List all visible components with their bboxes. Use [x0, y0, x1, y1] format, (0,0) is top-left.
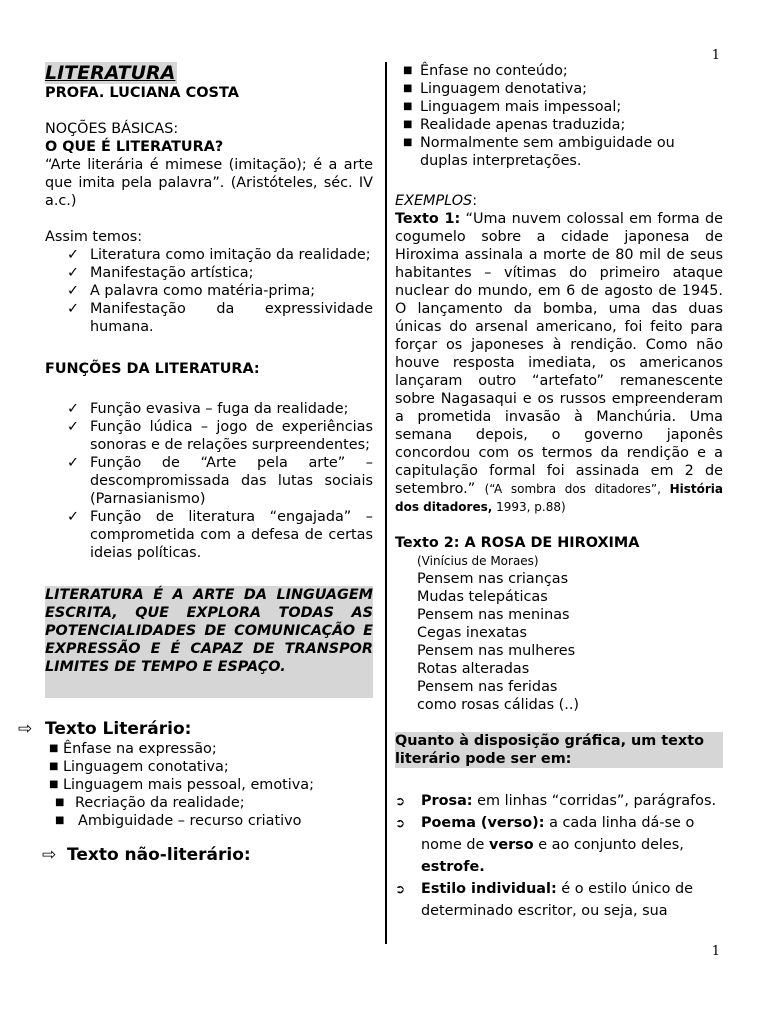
texto1-paragraph: Texto 1: “Uma nuvem colossal em forma de cogumelo sobre a cidade japonesa de Hiroxima assinala a morte de 80 mil de seus habitantes – vítimas do primeiro ataque nuclear do mundo, em 6 de agosto de 1945. O lançamento da bomba, uma das duas únicas do arsenal americano, foi feito para forçar os japoneses à rendição. Como não houve resposta imediata, os americanos lançaram outro “artefato” remanescente sobre Nagasaqui e os russos empreenderam a prometida invasão à Manchúria. Uma semana depois, o governo japonês concordou com os termos da rendição e a capitulação formal foi assinada em 2 de setembro.” (“A sombra dos ditadores”, História dos ditadores, 1993, p.88) [395, 211, 723, 514]
arrow-right-icon: ⇨ [42, 845, 57, 865]
square-bullet-icon: ■ [55, 797, 65, 808]
page-number-bottom: 1 [711, 944, 720, 959]
texto-nao-literario-heading: ⇨ Texto não-literário: [42, 845, 251, 865]
checkmark-icon: ✓ [67, 283, 80, 299]
list-item: ■ Linguagem mais pessoal, emotiva; [49, 777, 314, 793]
poem-line: Pensem nas mulheres [417, 643, 576, 659]
assim-list [45, 246, 373, 336]
arrow-bullet-icon: ➲ [395, 882, 406, 896]
poem-line: Cegas inexatas [417, 625, 527, 641]
poem-author: (Vinícius de Moraes) [417, 554, 539, 568]
texto1-label: Texto 1: [395, 211, 461, 227]
document-title: LITERATURA [45, 62, 176, 84]
checkmark-icon: ✓ [67, 401, 80, 417]
author: PROFA. LUCIANA COSTA [45, 85, 239, 101]
checkmark-icon: ✓ [67, 265, 80, 281]
texto-literario-heading: ⇨ Texto Literário: [18, 719, 192, 739]
aristotle-quote: “Arte literária é mimese (imitação); é a arte que imita pela palavra”. (Aristóteles, séc. IV a.c.) [45, 157, 373, 209]
poem-line: Mudas telepáticas [417, 589, 548, 605]
exemplos-heading: EXEMPLOS: [395, 193, 478, 209]
checkmark-icon: ✓ [67, 455, 80, 471]
right-column [395, 62, 723, 922]
list-item: ✓ Função lúdica – jogo de experiências sonoras e de relações surpreendentes; [67, 419, 373, 453]
checkmark-icon: ✓ [67, 301, 80, 317]
arrow-bullet-icon: ➲ [395, 794, 406, 808]
list-item: ✓ Função de “Arte pela arte” – descompromissada das lutas sociais (Parnasianismo) [67, 455, 373, 507]
list-item: ■ Ênfase na expressão; [49, 741, 217, 757]
funcoes-heading: FUNÇÕES DA LITERATURA: [45, 361, 260, 377]
list-item: ■ Ambiguidade – recurso criativo [55, 813, 302, 829]
basics-label: NOÇÕES BÁSICAS: [45, 121, 179, 137]
square-bullet-icon: ■ [403, 119, 413, 130]
list-item: ■ Normalmente sem ambiguidade ou duplas interpretações. [403, 135, 675, 169]
square-bullet-icon: ■ [49, 743, 59, 754]
disposicao-heading: Quanto à disposição gráfica, um texto literário pode ser em: [395, 732, 723, 768]
list-item: ✓ Manifestação da expressividade humana. [67, 301, 373, 335]
list-item: ✓ A palavra como matéria-prima; [67, 283, 316, 299]
poem-line: como rosas cálidas (..) [417, 697, 580, 713]
texto2-heading: Texto 2: A ROSA DE HIROXIMA [395, 535, 640, 551]
funcoes-list [45, 400, 373, 562]
list-item: ✓ Função de literatura “engajada” – comprometida com a defesa de certas ideias políticas. [67, 509, 373, 561]
poem-line: Rotas alteradas [417, 661, 530, 677]
poem-line: Pensem nas feridas [417, 679, 558, 695]
page-number-top: 1 [711, 48, 720, 63]
list-item: ■ Realidade apenas traduzida; [403, 117, 626, 133]
list-item: ✓ Literatura como imitação da realidade; [67, 247, 371, 263]
assim-label: Assim temos: [45, 229, 143, 245]
arrow-right-icon: ⇨ [18, 719, 33, 739]
nao-literario-list [395, 62, 723, 170]
list-item: ✓ Função evasiva – fuga da realidade; [67, 401, 349, 417]
square-bullet-icon: ■ [49, 779, 59, 790]
list-item: ➲ Prosa: em linhas “corridas”, parágrafos. [395, 790, 723, 812]
square-bullet-icon: ■ [403, 101, 413, 112]
list-item: ■ Linguagem mais impessoal; [403, 99, 622, 115]
list-item: ■ Linguagem conotativa; [49, 759, 229, 775]
checkmark-icon: ✓ [67, 247, 80, 263]
list-item: ➲ Estilo individual: é o estilo único de determinado escritor, ou seja, sua [395, 878, 723, 922]
literario-list [45, 740, 373, 830]
checkmark-icon: ✓ [67, 419, 80, 435]
square-bullet-icon: ■ [49, 761, 59, 772]
checkmark-icon: ✓ [67, 509, 80, 525]
list-item: ➲ Poema (verso): a cada linha dá-se o nome de verso e ao conjunto deles, estrofe. [395, 812, 723, 878]
square-bullet-icon: ■ [403, 65, 413, 76]
arrow-bullet-icon: ➲ [395, 816, 406, 830]
list-item: ■ Linguagem denotativa; [403, 81, 587, 97]
left-column [18, 62, 373, 866]
question-heading: O QUE É LITERATURA? [45, 139, 224, 155]
square-bullet-icon: ■ [403, 137, 413, 148]
column-divider [385, 62, 387, 944]
list-item: ■ Ênfase no conteúdo; [403, 63, 568, 79]
literature-definition: LITERATURA É A ARTE DA LINGUAGEM ESCRITA, QUE EXPLORA TODAS AS POTENCIALIDADES DE COMUNICAÇÃO E EXPRESSÃO E É CAPAZ DE TRANSPOR LIMITES DE TEMPO E ESPAÇO. [45, 586, 373, 698]
poem-line: Pensem nas crianças [417, 571, 569, 587]
list-item: ■ Recriação da realidade; [55, 795, 245, 811]
square-bullet-icon: ■ [403, 83, 413, 94]
poem-line: Pensem nas meninas [417, 607, 570, 623]
disposicao-list [395, 790, 723, 922]
list-item: ✓ Manifestação artística; [67, 265, 254, 281]
square-bullet-icon: ■ [55, 815, 65, 826]
poem [395, 552, 723, 714]
